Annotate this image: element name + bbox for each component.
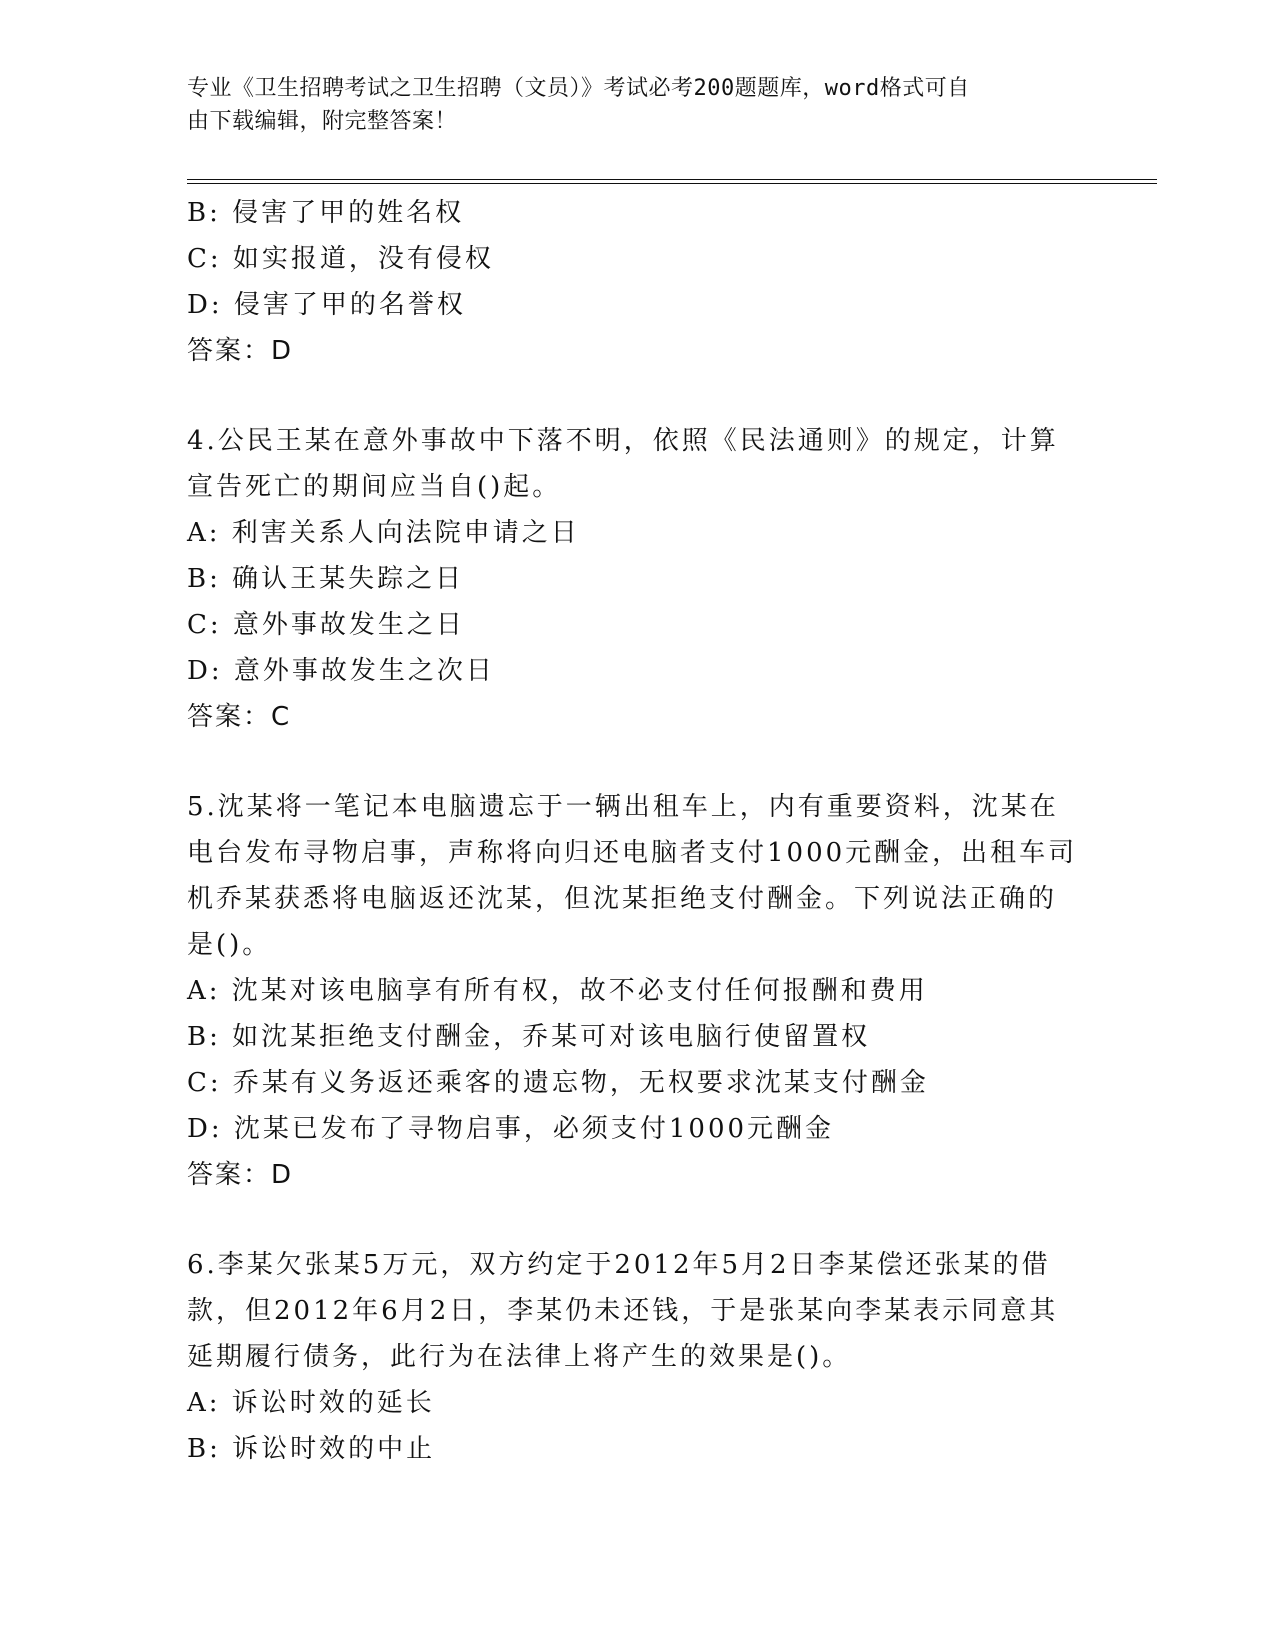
- question-stem-line: 宣告死亡的期间应当自()起。: [187, 472, 562, 502]
- option-b: B: 侵害了甲的姓名权: [187, 198, 465, 228]
- answer-line: 答案：D: [187, 1160, 294, 1190]
- question-6: [187, 1242, 1067, 1472]
- option-d: D: 意外事故发生之次日: [187, 656, 495, 686]
- question-stem-line: 延期履行债务，此行为在法律上将产生的效果是()。: [187, 1342, 852, 1372]
- question-stem-line: 4.公民王某在意外事故中下落不明，依照《民法通则》的规定，计算: [187, 426, 1059, 456]
- question-5: [187, 784, 1078, 1198]
- document-header: [187, 72, 1067, 138]
- header-line-2: 由下载编辑，附完整答案！: [187, 109, 458, 134]
- option-a: A: 沈某对该电脑享有所有权，故不必支付任何报酬和费用: [187, 976, 928, 1006]
- question-3-tail: [187, 190, 1067, 374]
- option-a: A: 利害关系人向法院申请之日: [187, 518, 580, 548]
- spacer: [187, 374, 1067, 418]
- question-4: [187, 418, 1067, 740]
- question-stem-line: 机乔某获悉将电脑返还沈某，但沈某拒绝支付酬金。下列说法正确的: [187, 884, 1058, 914]
- option-b: B: 确认王某失踪之日: [187, 564, 465, 594]
- option-b: B: 诉讼时效的中止: [187, 1434, 436, 1464]
- option-c: C: 意外事故发生之日: [187, 610, 465, 640]
- option-d: D: 侵害了甲的名誉权: [187, 290, 466, 320]
- question-list: [187, 190, 1078, 1472]
- option-b: B: 如沈某拒绝支付酬金，乔某可对该电脑行使留置权: [187, 1022, 871, 1052]
- option-c: C: 乔某有义务返还乘客的遗忘物，无权要求沈某支付酬金: [187, 1068, 929, 1098]
- question-stem-line: 6.李某欠张某5万元，双方约定于2012年5月2日李某偿还张某的借: [187, 1250, 1051, 1280]
- option-d: D: 沈某已发布了寻物启事，必须支付1000元酬金: [187, 1114, 835, 1144]
- spacer: [187, 1198, 1067, 1242]
- header-line-1: 专业《卫生招聘考试之卫生招聘（文员）》考试必考200题题库，word格式可自: [187, 76, 970, 101]
- question-stem-line: 5.沈某将一笔记本电脑遗忘于一辆出租车上，内有重要资料，沈某在: [187, 792, 1059, 822]
- spacer: [187, 740, 1067, 784]
- header-divider: [187, 179, 1157, 184]
- option-a: A: 诉讼时效的延长: [187, 1388, 435, 1418]
- question-stem-line: 款，但2012年6月2日，李某仍未还钱，于是张某向李某表示同意其: [187, 1296, 1059, 1326]
- answer-line: 答案：D: [187, 336, 294, 366]
- question-stem-line: 是()。: [187, 930, 272, 960]
- answer-line: 答案：C: [187, 702, 292, 732]
- option-c: C: 如实报道，没有侵权: [187, 244, 494, 274]
- question-stem-line: 电台发布寻物启事，声称将向归还电脑者支付1000元酬金，出租车司: [187, 838, 1078, 868]
